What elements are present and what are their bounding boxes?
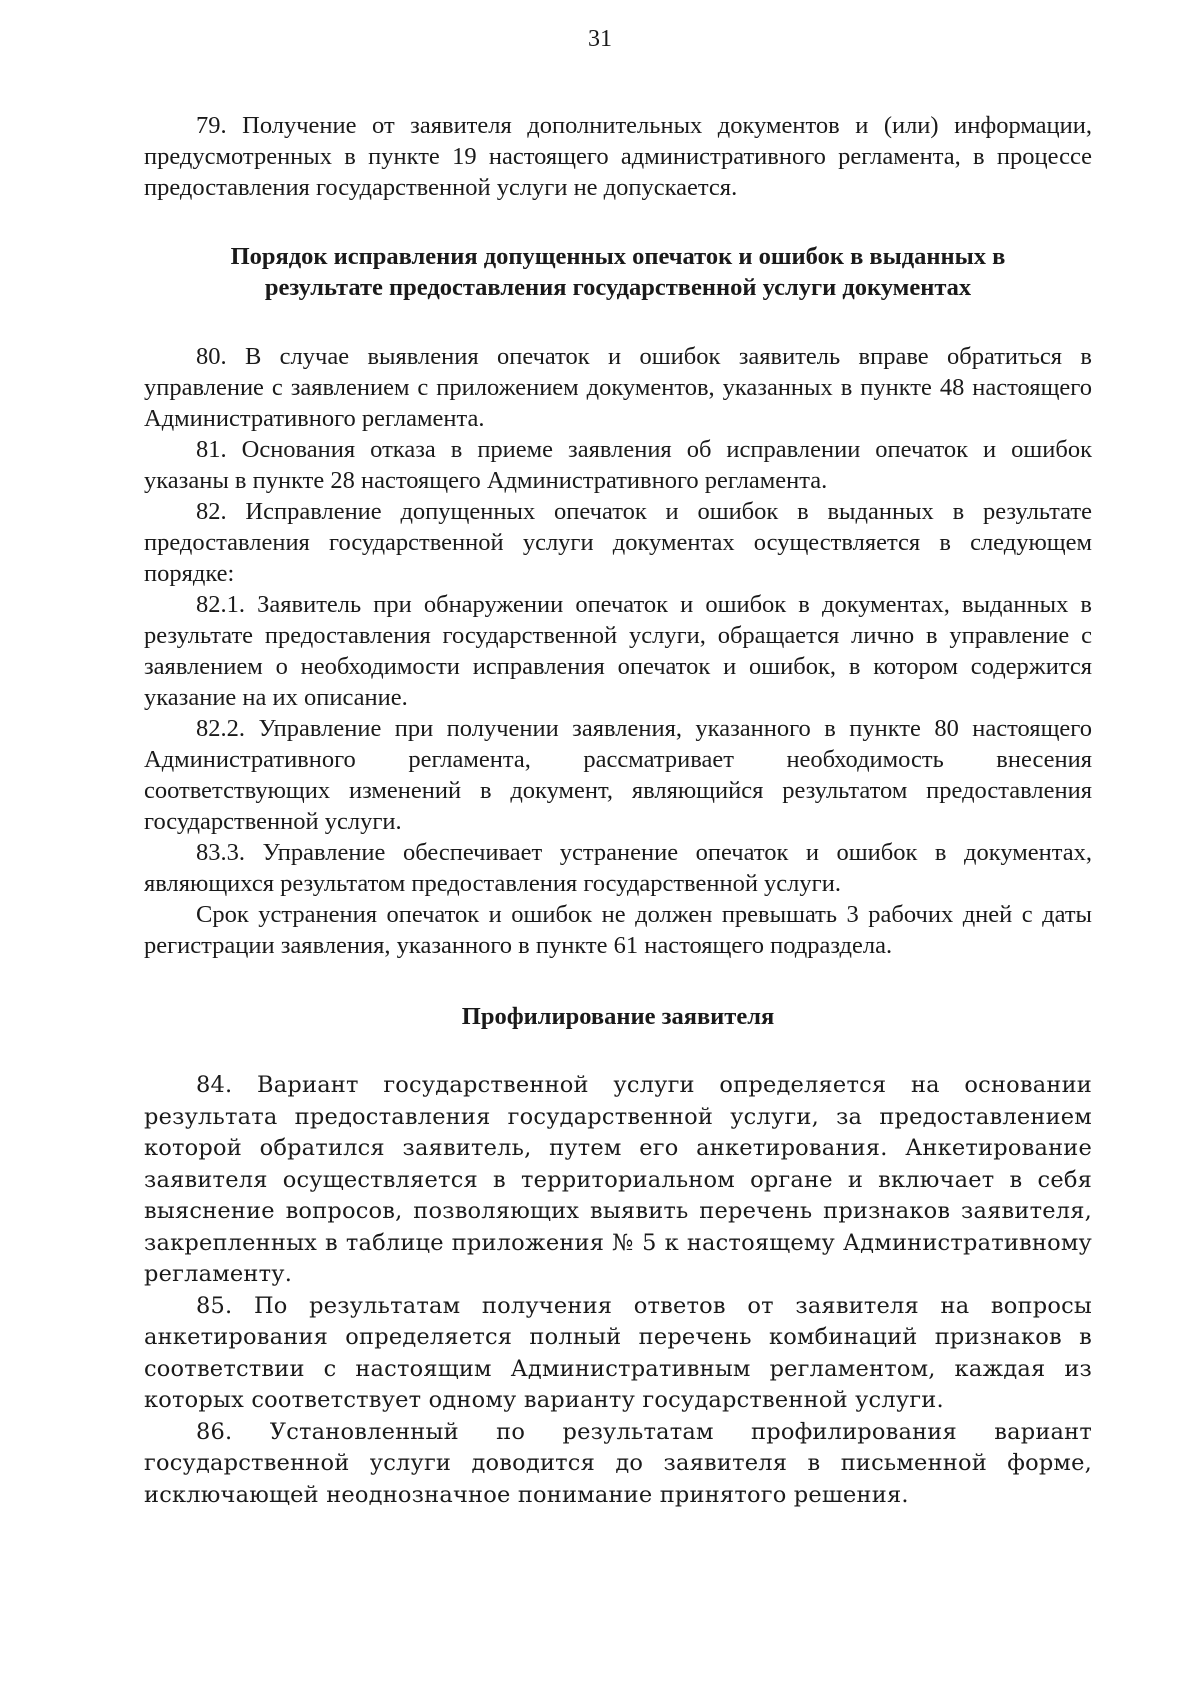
paragraph-80: 80. В случае выявления опечаток и ошибок заявитель вправе обратиться в управление с заявлением с приложением документов, указанных в пункте 48 настоящего Административного регламента. [144,343,1092,432]
paragraph-82-1: 82.1. Заявитель при обнаружении опечаток и ошибок в документах, выданных в результате предоставления государственной услуги, обращается лично в управление с заявлением о необходимости исправления опечаток и ошибок, в котором содержится указание на их описание. [144,591,1092,711]
document-body [144,110,1092,1511]
paragraph-deadline: Срок устранения опечаток и ошибок не должен превышать 3 рабочих дней с даты регистрации заявления, указанного в пункте 61 настоящего подраздела. [144,901,1092,959]
section-heading-profiling: Профилирование заявителя [461,1003,775,1030]
paragraph-82-2: 82.2. Управление при получении заявления, указанного в пункте 80 настоящего Административного регламента, рассматривает необходимость внесения соответствующих изменений в документ, являющийся результатом предоставления государственной услуги. [144,715,1092,835]
paragraph-79: 79. Получение от заявителя дополнительных документов и (или) информации, предусмотренных в пункте 19 настоящего административного регламента, в процессе предоставления государственной услуги не допускается. [144,112,1092,201]
profiling-section [144,1070,1092,1511]
paragraph-86: 86. Установленный по результатам профилирования вариант государственной услуги доводится до заявителя в письменной форме, исключающей неоднозначное понимание принятого решения. [144,1418,1092,1508]
paragraph-82: 82. Исправление допущенных опечаток и ошибок в выданных в результате предоставления государственной услуги документах осуществляется в следующем порядке: [144,498,1092,587]
paragraph-83-3: 83.3. Управление обеспечивает устранение опечаток и ошибок в документах, являющихся результатом предоставления государственной услуги. [144,839,1092,897]
section-heading-corrections: Порядок исправления допущенных опечаток и ошибок в выданных в результате предоставления государственной услуги документах [230,243,1006,301]
paragraph-81: 81. Основания отказа в приеме заявления об исправлении опечаток и ошибок указаны в пункте 28 настоящего Административного регламента. [144,436,1092,494]
paragraph-84: 84. Вариант государственной услуги определяется на основании результата предоставления государственной услуги, за предоставлением которой обратился заявитель, путем его анкетирования. Анкетирование заявителя осуществляется в территориальном органе и включает в себя выяснение вопросов, позволяющих выявить перечень признаков заявителя, закрепленных в таблице приложения № 5 к настоящему Административному регламенту. [144,1072,1092,1287]
paragraph-85: 85. По результатам получения ответов от заявителя на вопросы анкетирования определяется полный перечень комбинаций признаков в соответствии с настоящим Административным регламентом, каждая из которых соответствует одному варианту государственной услуги. [144,1292,1092,1413]
page-number: 31 [588,26,612,52]
